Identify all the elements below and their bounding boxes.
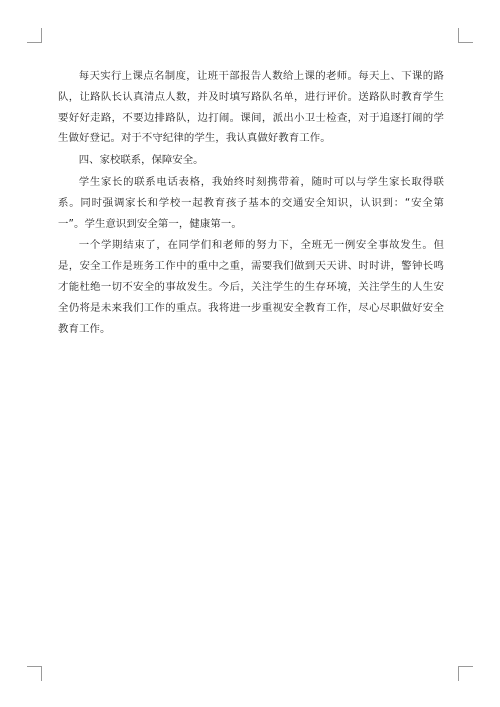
paragraph-semester-summary: 一个学期结束了，在同学们和老师的努力下，全班无一例安全事故发生。但是，安全工作是班务工作中的重中之重，需要我们做到天天讲、时时讲，警钟长鸣才能杜绝一切不安全的事故发生。今后，关注学生的生存环境，关注学生的人生安全仍将是未来我们工作的重点。我将进一步重视安全教育工作，尽心尽职做好安全教育工作。 — [58, 239, 444, 335]
section-heading-home-school: 四、家校联系，保障安全。 — [78, 154, 204, 167]
crop-mark-bottom-left — [27, 666, 42, 681]
crop-mark-top-left — [27, 28, 42, 43]
crop-mark-bottom-right — [458, 666, 473, 681]
document-body — [58, 66, 444, 340]
crop-mark-top-right — [458, 28, 473, 43]
paragraph-parent-contact: 学生家长的联系电话表格，我始终时刻携带着，随时可以与学生家长取得联系。同时强调家长和学校一起教育孩子基本的交通安全知识，认识到：“安全第一”。学生意识到安全第一，健康第一。 — [58, 175, 444, 230]
paragraph-roll-call: 每天实行上课点名制度，让班干部报告人数给上课的老师。每天上、下课的路队，让路队长认真清点人数，并及时填写路队名单，进行评价。送路队时教育学生要好好走路，不要边排路队，边打闹。课间，派出小卫士检查，对于追逐打闹的学生做好登记。对于不守纪律的学生，我认真做好教育工作。 — [58, 70, 444, 145]
